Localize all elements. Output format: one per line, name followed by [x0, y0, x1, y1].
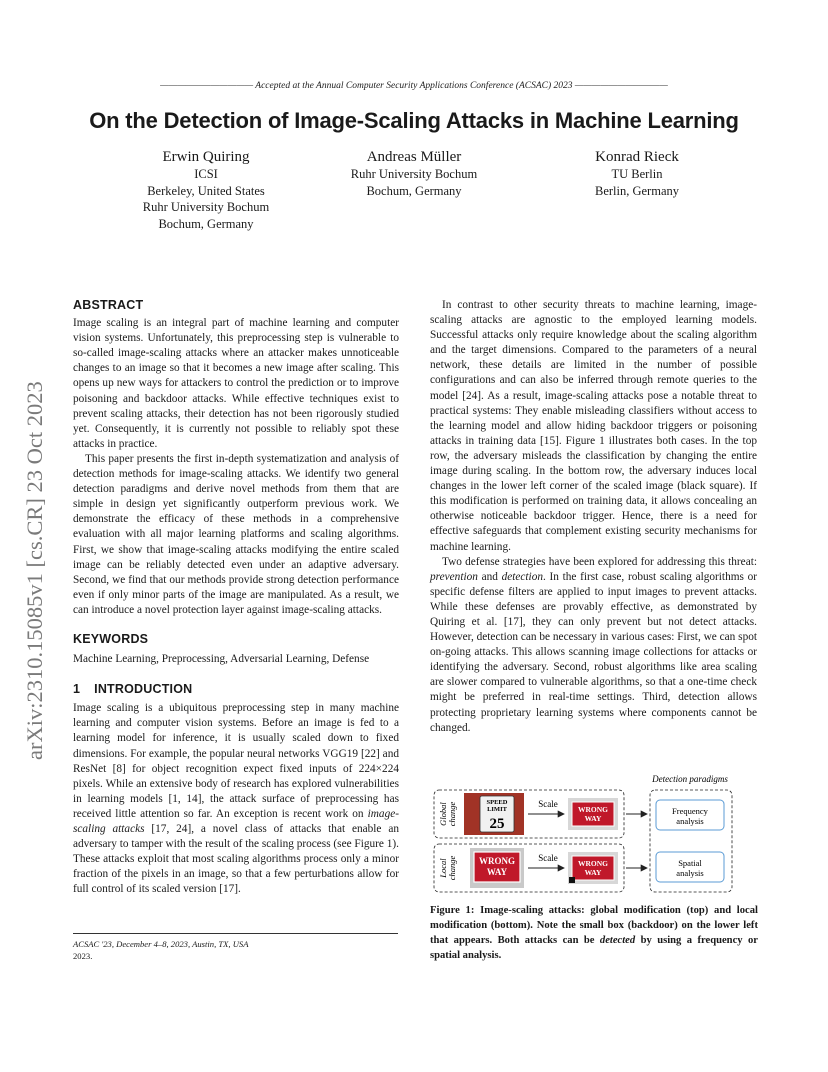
frequency-analysis-box [656, 800, 724, 830]
row-label-local: Localchange [438, 855, 457, 881]
wrong-way-scaled-image-top [568, 798, 618, 830]
intro-paragraph [73, 701, 399, 897]
row-label-global: Globalchange [438, 801, 457, 827]
author-affiliation: Ruhr University Bochum [142, 200, 270, 214]
svg-text:SPEED: SPEED [486, 799, 508, 806]
keywords-heading: KEYWORDS [73, 631, 149, 646]
caption-text: Figure 1: Image-scaling attacks: global modification (top) and local modification (bottom). Note the small box (backdoor) on the lower left that appears. Both attacks can be [430, 905, 758, 946]
spatial-analysis-box [656, 852, 724, 882]
svg-text:Spatial: Spatial [678, 858, 702, 868]
svg-text:WAY: WAY [584, 814, 602, 823]
speed-limit-image [464, 793, 524, 835]
intro-text: Image scaling is a ubiquitous preprocessing step in many machine learning and computer vision systems. Before an image is fed to a learning model for inference, it is usually scaled down to fixed dimensions. For example, the popular neural networks VGG19 [22] and ResNet [8] for object recognition expect fixed inputs of 224×224 pixels. While an extensive body of research has explored vulnerabilities in learning models [1, 14], the attack surface of preprocessing has received little attention so far. An exception is recent work on [73, 702, 399, 820]
intro-text: [17, 24], a novel class of attacks that enable an adversary to tamper with the result of the scaling process (see Figure 1). These attacks exploit that most scaling algorithms process only a minor fraction of the pixels in an image, so that a few perturbations allow for full control of its scaled version [17]. [73, 823, 399, 896]
svg-text:WAY: WAY [584, 868, 602, 877]
author-block-3 [537, 148, 737, 199]
intro-text: . In the first case, robust scaling algorithms or specific defense filters are applied to input images to prevent attacks. While these defenses are provably effective, as demonstrated by Quiring et al. [17], they can only prevent but not detect attacks. However, detection can be necessary in various cases: First, we can spot on-going attacks. This allows scanning image collections for attacks or identifying the adversary. Second, robust algorithms like area scaling are slower compared to vulnerable algorithms, so that a one-time check might be preferred in real-time settings. Third, detection allows protecting proprietary learning systems where components cannot be changed. [430, 570, 757, 734]
svg-text:analysis: analysis [676, 816, 704, 826]
figure-1 [428, 770, 760, 896]
section-heading-introduction [73, 682, 399, 697]
intro-paragraph: In contrast to other security threats to machine learning, image-scaling attacks are agnostic to the employed learning models. Successful attacks only require knowledge about the scaling algorithm and the target dimensions. Compared to the parameters of a neural network, these details are limited in the number of possible configurations and can also be inferred through remote queries to the model [24]. As a result, image-scaling attacks pose a notable threat to practical systems: They enable misleading classifiers without access to the learning model and allow hiding backdoor triggers or poisoning attacks in training data [15]. Figure 1 illustrates both cases. In the top row, the adversary misleads the classification by changing the entire image during scaling. In the bottom row, the adversary induces local changes in the lower left corner of the scaled image (black square). If this modification is performed on training data, it allows concealing an otherwise noticeable backdoor trigger. Hence, there is a need for effective safeguards that complement existing security mechanisms for machine learning. [430, 299, 757, 553]
footnote-year: 2023. [73, 951, 93, 961]
author-name: Andreas Müller [366, 149, 462, 165]
svg-text:WRONG: WRONG [578, 805, 608, 814]
svg-text:WRONG: WRONG [578, 859, 608, 868]
paper-title: On the Detection of Image-Scaling Attacks in Machine Learning [89, 108, 739, 133]
author-block-2 [314, 148, 514, 199]
section-number: 1 [73, 682, 81, 697]
intro-emphasis: prevention [430, 570, 478, 583]
abstract-heading: ABSTRACT [73, 298, 144, 312]
section-title: INTRODUCTION [94, 682, 193, 697]
author-affiliation: Bochum, Germany [158, 216, 254, 231]
footnote-venue: ACSAC '23, December 4–8, 2023, Austin, TX, USA [73, 939, 249, 949]
svg-text:WAY: WAY [486, 867, 508, 877]
author-affiliation: Ruhr University Bochum [350, 167, 478, 181]
svg-text:analysis: analysis [676, 868, 704, 878]
abstract-paragraph: This paper presents the first in-depth systematization and analysis of detection methods for image-scaling attacks. We identify two general detection paradigms and derive novel methods from them that are simple in design yet significantly outperform previous work. We demonstrate the efficacy of these methods in a comprehensive evaluation with all major learning platforms and scaling algorithms. First, we show that image-scaling attacks modifying the entire scaled image can be reliably detected even under an adaptive adversary. Second, we find that our methods provide strong detection performance even if only minor parts of the image are manipulated. As a result, we can introduce a novel protection layer against image-scaling attacks. [73, 452, 399, 616]
backdoor-square [569, 877, 575, 883]
footnote [73, 938, 398, 962]
author-block-1 [106, 148, 306, 232]
svg-text:WRONG: WRONG [479, 856, 515, 866]
intro-paragraph [430, 555, 757, 736]
figure-caption [430, 903, 758, 963]
caption-emphasis: detected [599, 935, 636, 946]
scale-label: Scale [538, 799, 558, 809]
svg-text:LIMIT: LIMIT [487, 806, 507, 813]
author-affiliation: Berkeley, United States [147, 183, 265, 198]
author-affiliation: TU Berlin [611, 167, 663, 181]
right-column [430, 298, 757, 736]
wrong-way-scaled-image-bottom [568, 852, 618, 884]
svg-text:Frequency: Frequency [672, 806, 708, 816]
detection-paradigms-label: Detection paradigms [652, 774, 728, 784]
arxiv-identifier: arXiv:2310.15085v1 [cs.CR] 23 Oct 2023 [22, 381, 47, 760]
author-name: Erwin Quiring [162, 149, 250, 165]
left-column [73, 298, 399, 897]
scale-label: Scale [538, 853, 558, 863]
keywords-text: Machine Learning, Preprocessing, Adversarial Learning, Defense [73, 653, 370, 666]
wrong-way-source-image [470, 848, 524, 888]
intro-text: and [477, 570, 502, 583]
author-affiliation: Berlin, Germany [594, 183, 679, 198]
intro-emphasis: detection [501, 570, 543, 583]
abstract-paragraph: Image scaling is an integral part of machine learning and computer vision systems. Unfortunately, this preprocessing step is vulnerable to so-called image-scaling attacks where an attacker makes unnoticeable changes to an image so that it becomes a new image after scaling. This opens up new ways for attackers to control the prediction or to improve poisoning and backdoor attacks. While effective techniques exist to prevent scaling attacks, their detection has not been rigorously studied yet. Consequently, it is currently not possible to reliably spot these attacks in practice. [73, 317, 399, 450]
author-affiliation: ICSI [194, 167, 218, 181]
intro-text: Two defense strategies have been explored for addressing this threat: [442, 555, 757, 568]
intro-emphasis: image-scaling attacks [73, 807, 399, 835]
author-affiliation: Bochum, Germany [366, 183, 462, 198]
author-name: Konrad Rieck [595, 149, 679, 165]
caption-text: by using a frequency or spatial analysis. [430, 935, 758, 961]
svg-text:25: 25 [489, 816, 505, 832]
conference-note: ——————————— Accepted at the Annual Computer Security Applications Conference (ACSAC) 2023 ——————————— [160, 81, 668, 91]
footnote-rule [73, 933, 398, 934]
